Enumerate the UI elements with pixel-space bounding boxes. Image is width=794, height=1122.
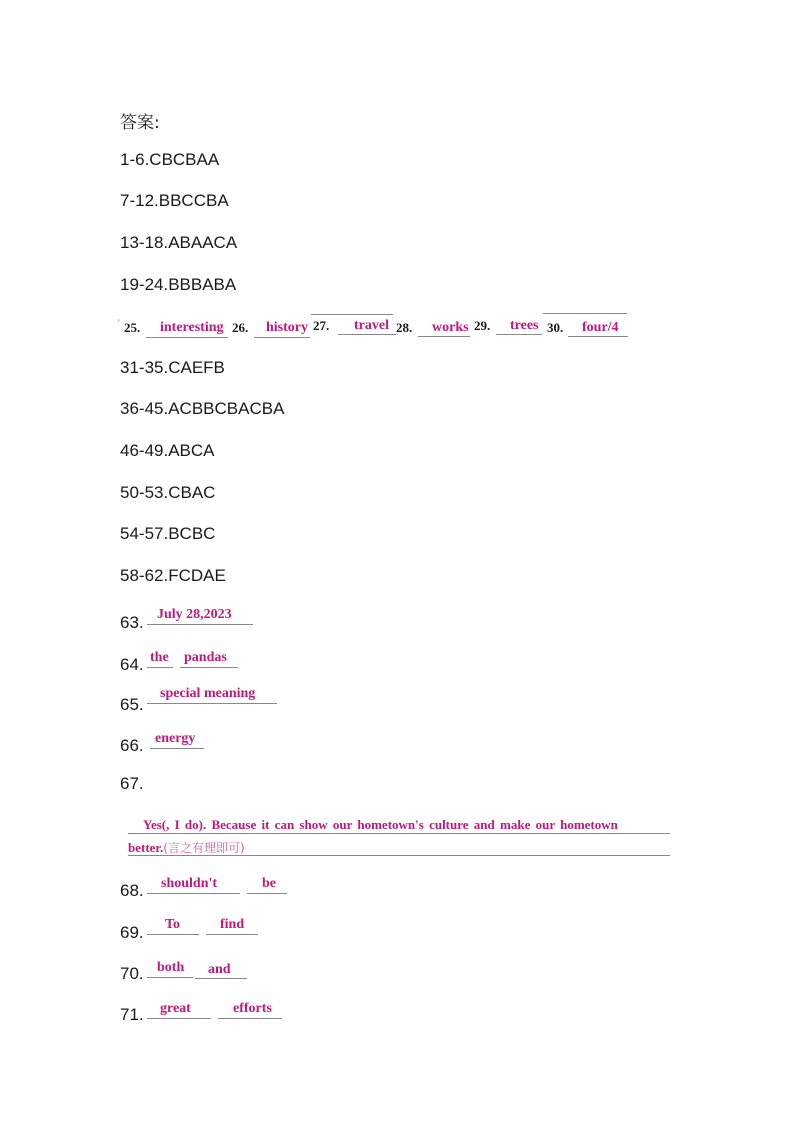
answer-underline	[150, 748, 204, 749]
answer-text: be	[262, 876, 276, 891]
question-number: 65.	[120, 695, 144, 714]
mc-answer-line: 54-57.BCBC	[120, 524, 216, 543]
answer-text: both	[157, 960, 185, 975]
mc-answer-line: 19-24.BBBABA	[120, 275, 237, 294]
answer-underline	[147, 624, 253, 625]
lead-mark: '	[118, 318, 120, 328]
page-title: 答案:	[120, 113, 160, 133]
question-number: 30.	[547, 320, 564, 335]
answer-underline	[247, 893, 287, 894]
mc-answer-line: 31-35.CAEFB	[120, 358, 225, 377]
answer-text: history	[266, 320, 308, 335]
answer-text: special meaning	[160, 686, 256, 701]
question-number: 67.	[120, 774, 144, 793]
answer-text: works	[432, 320, 469, 335]
mc-answer-line: 50-53.CBAC	[120, 483, 216, 502]
question-number: 64.	[120, 655, 144, 674]
answer-underline	[128, 833, 670, 834]
answer-text: Yes(, I do). Because it can show our hometown's culture and make our hometown	[143, 817, 618, 832]
mc-answer-line: 7-12.BBCCBA	[120, 191, 229, 210]
question-number: 27.	[313, 318, 330, 333]
question-number: 63.	[120, 613, 144, 632]
mc-answer-line: 1-6.CBCBAA	[120, 150, 220, 169]
overline	[311, 314, 393, 315]
answer-underline	[218, 1018, 282, 1019]
answer-underline	[254, 337, 310, 338]
answer-text: To	[165, 917, 181, 932]
answer-text: travel	[354, 318, 389, 333]
answer-underline	[146, 337, 228, 338]
answer-underline	[418, 336, 470, 337]
answer-text: and	[208, 962, 231, 977]
answer-text: trees	[510, 318, 539, 333]
question-number: 29.	[474, 318, 491, 333]
question-number: 28.	[396, 320, 413, 335]
question-number: 25.	[124, 320, 141, 335]
answer-text: energy	[155, 731, 196, 746]
answer-text: July 28,2023	[157, 607, 232, 622]
answer-text: the	[150, 650, 169, 665]
mc-answer-line: 58-62.FCDAE	[120, 566, 226, 585]
question-number: 66.	[120, 736, 144, 755]
mc-answer-line: 36-45.ACBBCBACBA	[120, 399, 285, 418]
answer-text: efforts	[233, 1001, 272, 1016]
answer-underline	[128, 855, 670, 856]
answer-text: better.	[128, 840, 164, 855]
question-number: 26.	[232, 320, 249, 335]
mc-answer-line: 13-18.ABAACA	[120, 233, 238, 252]
answer-underline	[338, 334, 396, 335]
answer-underline	[568, 336, 628, 337]
answer-text: four/4	[582, 320, 619, 335]
answer-text: pandas	[184, 650, 227, 665]
answer-underline	[147, 934, 199, 935]
answer-text: great	[160, 1001, 191, 1016]
answer-underline	[147, 977, 193, 978]
answer-underline	[147, 703, 277, 704]
mc-answer-line: 46-49.ABCA	[120, 441, 215, 460]
question-number: 71.	[120, 1005, 144, 1024]
answer-underline	[147, 667, 173, 668]
question-number: 69.	[120, 923, 144, 942]
overline	[543, 313, 627, 314]
answer-underline	[147, 893, 240, 894]
answer-text: interesting	[160, 320, 224, 335]
answer-underline	[496, 334, 542, 335]
answer-underline	[195, 978, 247, 979]
question-number: 70.	[120, 964, 144, 983]
answer-text	[128, 839, 245, 856]
answer-text: shouldn't	[161, 876, 218, 891]
answer-underline	[180, 667, 238, 668]
answer-underline	[206, 934, 258, 935]
answer-text: find	[220, 917, 245, 932]
question-number: 68.	[120, 881, 144, 900]
answer-underline	[147, 1018, 211, 1019]
answer-note: (言之有理即可)	[163, 841, 245, 855]
